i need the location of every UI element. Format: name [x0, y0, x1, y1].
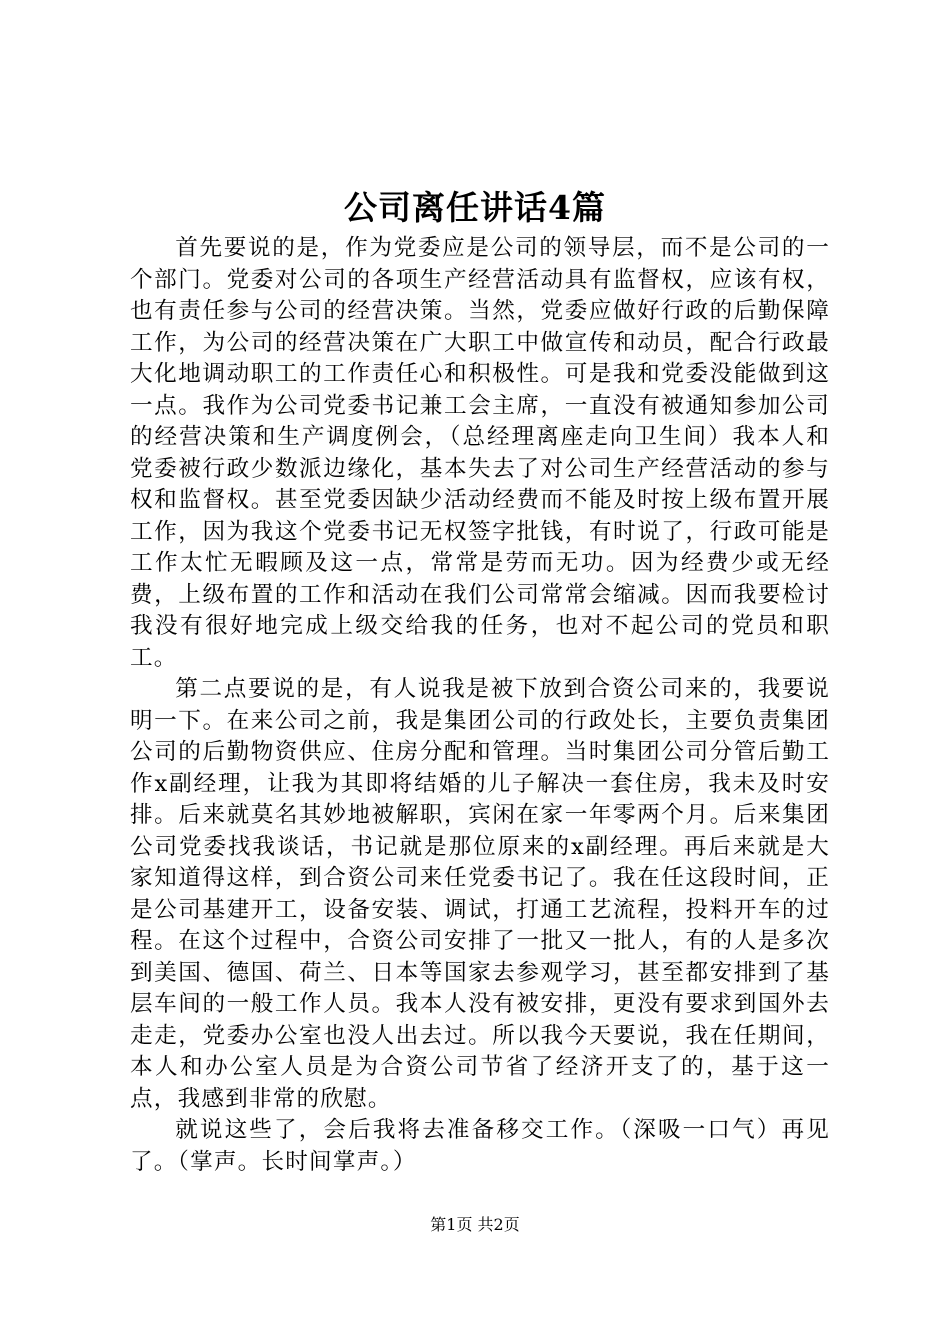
paragraph-2: 第二点要说的是，有人说我是被下放到合资公司来的，我要说明一下。在来公司之前，我是集团公司的行政处长，主要负责集团公司的后勤物资供应、住房分配和管理。当时集团公司分管后勤工作x副经理，让我为其即将结婚的儿子解决一套住房，我未及时安排。后来就莫名其妙地被解职，宾闲在家一年零两个月。后来集团公司党委找我谈话，书记就是那位原来的x副经理。再后来就是大家知道得这样，到合资公司来任党委书记了。我在任这段时间，正是公司基建开工，设备安装、调试，打通工艺流程，投料开车的过程。在这个过程中，合资公司安排了一批又一批人，有的人是多次到美国、德国、荷兰、日本等国家去参观学习，甚至都安排到了基层车间的一般工作人员。我本人没有被安排，更没有要求到国外去走走，党委办公室也没人出去过。所以我今天要说，我在任期间，本人和办公室人员是为合资公司节省了经济开支了的，基于这一点，我感到非常的欣慰。 [130, 676, 830, 1112]
paragraph-1: 首先要说的是，作为党委应是公司的领导层，而不是公司的一个部门。党委对公司的各项生产经营活动具有监督权，应该有权，也有责任参与公司的经营决策。当然，党委应做好行政的后勤保障工作，为公司的经营决策在广大职工中做宣传和动员，配合行政最大化地调动职工的工作责任心和积极性。可是我和党委没能做到这一点。我作为公司党委书记兼工会主席，一直没有被通知参加公司的经营决策和生产调度例会，（总经理离座走向卫生间）我本人和党委被行政少数派边缘化，基本失去了对公司生产经营活动的参与权和监督权。甚至党委因缺少活动经费而不能及时按上级布置开展工作，因为我这个党委书记无权签字批钱，有时说了，行政可能是工作太忙无暇顾及这一点，常常是劳而无功。因为经费少或无经费，上级布置的工作和活动在我们公司常常会缩减。因而我要检讨我没有很好地完成上级交给我的任务，也对不起公司的党员和职工。 [130, 235, 830, 671]
paragraph-3: 就说这些了，会后我将去准备移交工作。（深吸一口气）再见了。（掌声。长时间掌声。） [130, 1117, 830, 1175]
page-footer: 第1页 共2页 [430, 1215, 520, 1234]
document-body [130, 233, 830, 1178]
document-title: 公司离任讲话4篇 [344, 188, 606, 227]
